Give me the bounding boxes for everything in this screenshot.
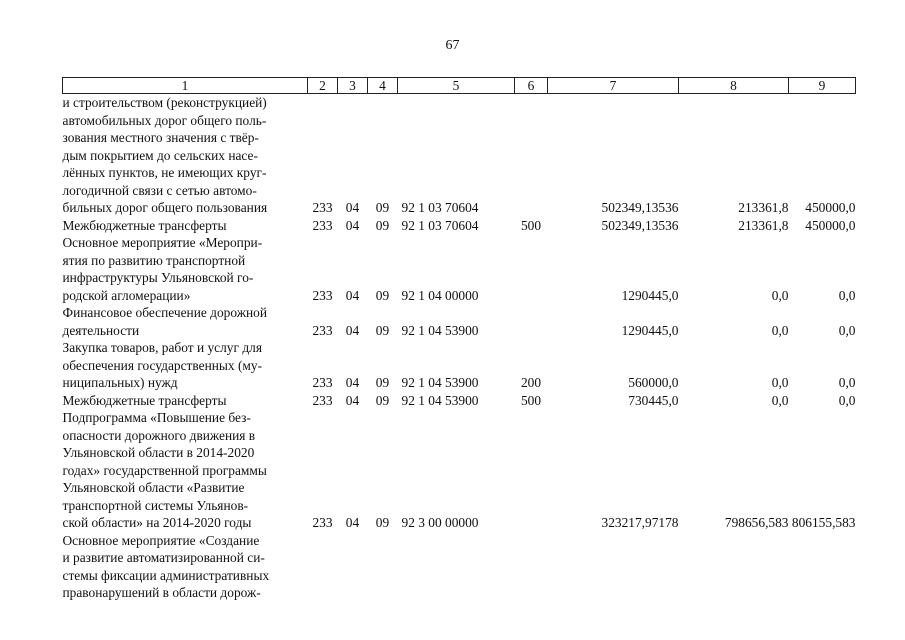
expense-type-cell: 500 — [520, 217, 542, 233]
amount-year-3-cell: 450000,0 — [805, 217, 856, 233]
description-line: обеспечения государственных (му- — [62, 357, 263, 373]
description-line: автомобильных дорог общего поль- — [62, 112, 267, 128]
ministry-code-cell: 233 — [312, 322, 333, 338]
description-line: Межбюджетные трансферты — [62, 392, 227, 408]
amount-year-1-cell: 1290445,0 — [621, 287, 679, 303]
description-line: опасности дорожного движения в — [62, 427, 256, 443]
row-description — [63, 532, 308, 602]
description-line: ской области» на 2014-2020 годы — [62, 515, 252, 530]
expense-type-cell: 500 — [520, 392, 542, 408]
amount-year-3-cell: 0,0 — [838, 287, 856, 303]
amount-year-3-cell: 806155,583 — [791, 515, 856, 530]
description-line: логодичной связи с сетью автомо- — [62, 182, 257, 198]
amount-year-2-cell: 0,0 — [771, 322, 789, 338]
amount-year-2-cell — [679, 532, 789, 602]
table-header-row — [63, 78, 856, 94]
description-line: и строительством (реконструкцией) — [62, 95, 267, 110]
section-cell: 04 — [345, 392, 360, 408]
description-line: родской агломерации» — [62, 287, 191, 303]
row-description — [63, 392, 308, 410]
amount-year-1-cell: 502349,13536 — [601, 200, 679, 215]
ministry-code-cell: 233 — [312, 375, 333, 390]
column-header: 1 — [63, 78, 308, 94]
row-description — [63, 234, 308, 304]
row-description — [63, 94, 308, 217]
subsection-cell — [368, 532, 398, 602]
description-line: Закупка товаров, работ и услуг для — [62, 340, 262, 355]
subsection-cell: 09 — [375, 392, 390, 408]
description-line: бильных дорог общего пользования — [62, 200, 268, 215]
target-article-cell — [398, 532, 515, 602]
expense-type-cell — [515, 409, 548, 532]
description-line: ниципальных) нужд — [62, 375, 178, 390]
amount-year-2-cell: 213361,8 — [738, 200, 789, 215]
target-article-cell: 92 1 03 70604 — [401, 200, 479, 215]
table-row — [63, 217, 856, 235]
amount-year-1-cell: 560000,0 — [628, 375, 679, 390]
target-article-cell: 92 1 03 70604 — [401, 217, 479, 233]
ministry-code-cell: 233 — [312, 200, 333, 215]
table-row — [63, 234, 856, 304]
expense-type-cell — [515, 304, 548, 339]
target-article-cell: 92 3 00 00000 — [401, 515, 479, 530]
column-header: 3 — [338, 78, 368, 94]
expense-type-cell: 200 — [520, 375, 542, 390]
column-header: 7 — [548, 78, 679, 94]
description-line: Финансовое обеспечение дорожной — [62, 305, 268, 320]
table-row — [63, 94, 856, 217]
ministry-code-cell: 233 — [312, 515, 333, 530]
description-line: Ульяновской области «Развитие — [62, 480, 245, 495]
description-line: деятельности — [62, 322, 140, 338]
amount-year-3-cell: 450000,0 — [805, 200, 856, 215]
table-body — [63, 94, 856, 602]
subsection-cell: 09 — [375, 375, 390, 390]
table-row — [63, 409, 856, 532]
column-header: 8 — [679, 78, 789, 94]
target-article-cell: 92 1 04 53900 — [401, 392, 479, 408]
column-header: 2 — [308, 78, 338, 94]
subsection-cell: 09 — [375, 217, 390, 233]
amount-year-1-cell — [548, 532, 679, 602]
amount-year-1-cell: 323217,97178 — [601, 515, 679, 530]
description-line: стемы фиксации административных — [62, 567, 270, 583]
column-header: 4 — [368, 78, 398, 94]
amount-year-1-cell: 730445,0 — [628, 392, 679, 408]
section-cell: 04 — [345, 287, 360, 303]
description-line: ятия по развитию транспортной — [62, 252, 246, 268]
subsection-cell: 09 — [375, 287, 390, 303]
row-description — [63, 339, 308, 392]
subsection-cell: 09 — [375, 322, 390, 338]
table-row — [63, 532, 856, 602]
target-article-cell: 92 1 04 53900 — [401, 375, 479, 390]
amount-year-2-cell: 213361,8 — [738, 217, 789, 233]
section-cell: 04 — [345, 217, 360, 233]
expense-type-cell — [515, 94, 548, 217]
budget-table — [62, 77, 856, 602]
table-row — [63, 392, 856, 410]
description-line: годах» государственной программы — [62, 462, 267, 478]
section-cell — [338, 532, 368, 602]
ministry-code-cell: 233 — [312, 287, 333, 303]
description-line: Межбюджетные трансферты — [62, 217, 227, 233]
section-cell: 04 — [345, 322, 360, 338]
expense-type-cell — [515, 532, 548, 602]
description-line: Подпрограмма «Повышение без- — [62, 410, 251, 425]
ministry-code-cell: 233 — [312, 392, 333, 408]
section-cell: 04 — [345, 375, 360, 390]
description-line: Ульяновской области в 2014-2020 — [62, 445, 255, 460]
column-header: 6 — [515, 78, 548, 94]
section-cell: 04 — [345, 515, 360, 530]
amount-year-3-cell: 0,0 — [838, 322, 856, 338]
amount-year-2-cell: 0,0 — [771, 392, 789, 408]
description-line: Основное мероприятие «Создание — [62, 532, 260, 548]
page-number: 67 — [445, 38, 460, 53]
expense-type-cell — [515, 234, 548, 304]
table-row — [63, 339, 856, 392]
description-line: зования местного значения с твёр- — [62, 130, 259, 145]
row-description — [63, 217, 308, 235]
row-description — [63, 304, 308, 339]
description-line: Основное мероприятие «Меропри- — [62, 235, 263, 250]
description-line: правонарушений в области дорож- — [62, 585, 261, 600]
amount-year-2-cell: 798656,583 — [724, 515, 789, 530]
amount-year-3-cell — [789, 532, 856, 602]
column-header: 9 — [789, 78, 856, 94]
ministry-code-cell — [308, 532, 338, 602]
amount-year-2-cell: 0,0 — [771, 375, 789, 390]
target-article-cell: 92 1 04 53900 — [401, 322, 479, 338]
table-row — [63, 304, 856, 339]
amount-year-1-cell: 502349,13536 — [601, 217, 679, 233]
amount-year-3-cell: 0,0 — [838, 392, 856, 408]
subsection-cell: 09 — [375, 200, 390, 215]
description-line: и развитие автоматизированной си- — [62, 550, 265, 565]
ministry-code-cell: 233 — [312, 217, 333, 233]
subsection-cell: 09 — [375, 515, 390, 530]
description-line: дым покрытием до сельских насе- — [62, 147, 258, 163]
description-line: транспортной системы Ульянов- — [62, 497, 249, 513]
target-article-cell: 92 1 04 00000 — [401, 287, 479, 303]
amount-year-3-cell: 0,0 — [838, 375, 856, 390]
description-line: инфраструктуры Ульяновской го- — [62, 270, 254, 285]
description-line: лённых пунктов, не имеющих круг- — [62, 165, 267, 180]
row-description — [63, 409, 308, 532]
amount-year-1-cell: 1290445,0 — [621, 322, 679, 338]
column-header: 5 — [398, 78, 515, 94]
section-cell: 04 — [345, 200, 360, 215]
amount-year-2-cell: 0,0 — [771, 287, 789, 303]
